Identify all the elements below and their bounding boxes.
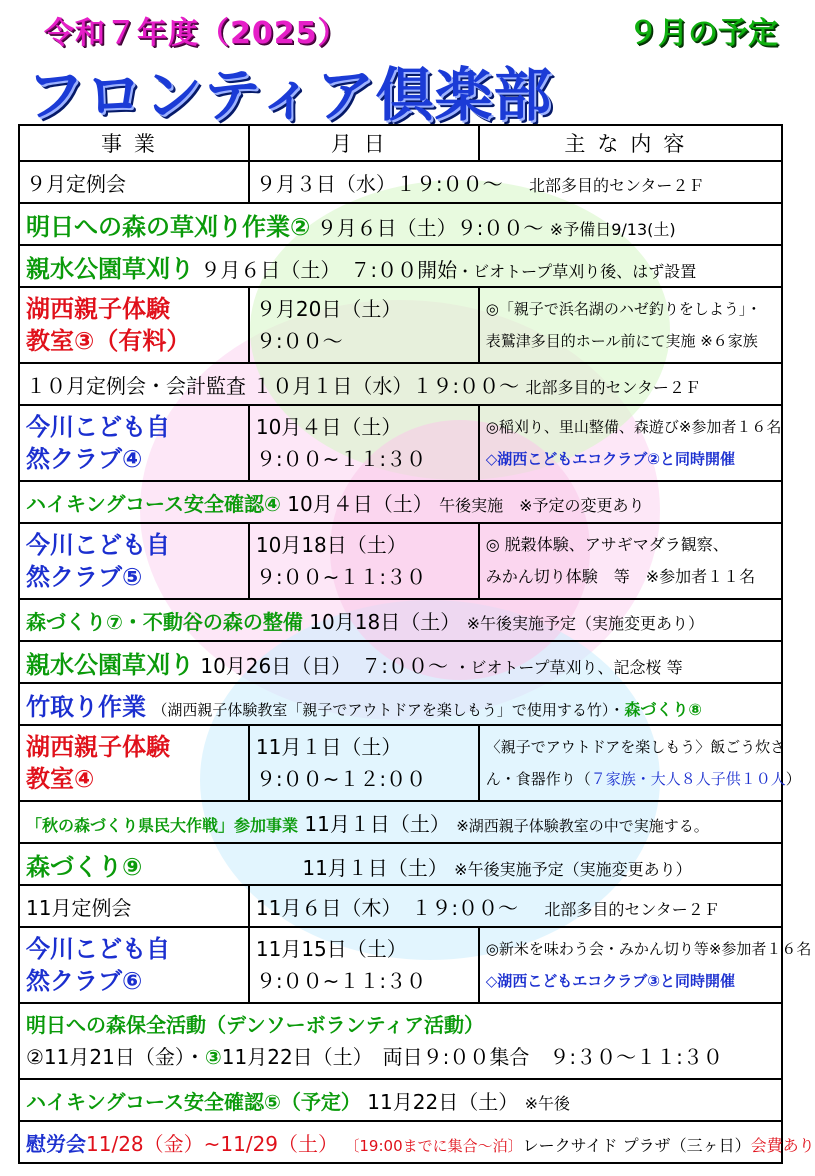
event-detail: ・ビオトープ草刈り、記念桜 等	[454, 657, 683, 677]
event-detail-tail: 森づくり⑧	[624, 699, 702, 719]
event-cell	[19, 523, 249, 599]
event-dates	[26, 1041, 775, 1073]
table-row	[19, 725, 782, 801]
merged-cell	[19, 1121, 815, 1163]
event-name-line1: 今川こども自	[26, 413, 170, 441]
page-header	[0, 0, 800, 129]
event-cell	[19, 725, 249, 801]
table-row	[19, 683, 782, 725]
event-name: １０月定例会・会計監査	[26, 373, 246, 398]
merged-cell	[19, 801, 782, 843]
column-header-event: 事業	[19, 125, 249, 161]
event-date: １０月１日（水）１９:００～	[252, 373, 520, 398]
event-name: 慰労会	[26, 1131, 86, 1156]
event-cell	[19, 885, 249, 927]
event-time: ９:００~１２:００	[255, 767, 427, 791]
event-detail: ※午後	[524, 1093, 570, 1113]
event-date: 11月１日（土）	[304, 811, 450, 836]
event-detail: ※湖西親子体験教室の中で実施する。	[456, 816, 709, 835]
event-name-line1: 湖西親子体験	[26, 733, 170, 761]
event-date: 10月18日（土）	[309, 609, 461, 634]
event-date: 10月４日（土）	[287, 491, 433, 516]
table-row	[19, 203, 782, 245]
event-time: ９:００～	[255, 329, 343, 353]
detail-highlight: ７家族・大人８人子供１０人	[590, 770, 786, 788]
detail-text: ん・食器作り（	[485, 770, 591, 788]
detail-line1: ◎稲刈り、里山整備、森遊び※参加者１６名	[485, 418, 782, 436]
detail-line2: ◇湖西こどもエコクラブ③と同時開催	[485, 972, 735, 990]
date-cell	[249, 725, 479, 801]
event-date: 11/28（金）~11/29（土）	[86, 1131, 339, 1156]
event-time: ９:００~１１:３０	[255, 565, 427, 589]
event-detail: ※予備日9/13(土)	[549, 219, 676, 239]
event-name-line2: 然クラブ④	[26, 445, 143, 473]
column-header-date: 月日	[249, 125, 479, 161]
event-detail: 〔19:00までに集合～泊〕	[344, 1136, 523, 1155]
detail-line2: みかん切り体験 等 ※参加者１１名	[485, 567, 756, 586]
merged-cell	[19, 1003, 782, 1079]
table-row	[19, 599, 782, 641]
event-name: 竹取り作業	[26, 692, 146, 721]
detail-cell	[479, 287, 782, 363]
detail-line1: ◎新米を味わう会・みかん切り等※参加者１６名	[485, 940, 812, 958]
table-row	[19, 161, 782, 203]
event-date: ９月６日（土）９:００～	[316, 215, 544, 240]
event-date: ９月20日（土）	[255, 297, 402, 321]
merged-cell	[19, 363, 782, 405]
month-title: ９月の予定	[628, 16, 778, 51]
detail-line2: ◇湖西こどもエコクラブ②と同時開催	[485, 450, 735, 468]
detail-cell	[479, 927, 812, 1003]
event-time: ９:００~１１:３０	[255, 969, 427, 993]
event-cell	[19, 927, 249, 1003]
event-date: 11月１日（土）	[255, 735, 402, 759]
date-detail-cell	[249, 885, 782, 927]
event-date: 11月１日（土）	[302, 855, 448, 880]
detail-cell	[479, 725, 801, 801]
detail-line2: 表鷲津多目的ホール前にて実施 ※６家族	[485, 332, 758, 350]
event-name: 明日への森の草刈り作業②	[26, 212, 311, 241]
event-name: ハイキングコース安全確認④	[26, 491, 281, 516]
table-row	[19, 885, 782, 927]
detail-cell	[479, 405, 782, 481]
merged-cell	[19, 843, 782, 885]
table-row	[19, 481, 782, 523]
event-date: 11月15日（土）	[255, 937, 407, 961]
event-name-line2: 教室③（有料）	[26, 327, 191, 355]
detail-cell	[479, 523, 782, 599]
detail-line1: ◎「親子で浜名湖のハゼ釣りをしよう」・	[485, 300, 762, 318]
table-row	[19, 641, 782, 683]
table-row	[19, 1003, 782, 1079]
event-date: ②11月21日（金）・	[26, 1045, 205, 1069]
column-header-detail: 主な内容	[479, 125, 782, 161]
event-cell	[19, 161, 249, 203]
merged-cell	[19, 245, 782, 287]
detail-line2	[485, 763, 801, 795]
event-detail: ・ビオトープ草刈り後、はず設置	[457, 261, 697, 281]
table-row	[19, 245, 782, 287]
event-name-line1: 湖西親子体験	[26, 295, 170, 323]
detail-line1: ◎ 脱穀体験、アサギマダラ観察、	[485, 535, 729, 554]
event-marker: ③	[204, 1045, 222, 1069]
schedule-table	[18, 124, 815, 1164]
table-row	[19, 363, 782, 405]
event-detail: 午後実施 ※予定の変更あり	[439, 495, 645, 515]
event-date: 11月６日（木） １９:００～	[255, 895, 519, 920]
table-row	[19, 523, 782, 599]
date-detail-cell	[249, 161, 782, 203]
date-cell	[249, 523, 479, 599]
event-name-line1: 今川こども自	[26, 531, 170, 559]
club-name-title: フロンティア倶楽部	[26, 61, 553, 129]
event-date: 10月18日（土）	[255, 533, 407, 557]
event-name-line2: 教室④	[26, 765, 95, 793]
event-name-line1: 今川こども自	[26, 935, 170, 963]
event-date: ９月３日（水）１９:００～	[255, 171, 503, 196]
event-name-line2: 然クラブ⑤	[26, 563, 143, 591]
table-row	[19, 927, 782, 1003]
table-row	[19, 843, 782, 885]
event-detail: 北部多目的センター２Ｆ	[544, 899, 720, 919]
event-detail: 北部多目的センター２Ｆ	[525, 377, 701, 397]
table-row	[19, 801, 782, 843]
event-name: ハイキングコース安全確認⑤（予定）	[26, 1089, 361, 1114]
merged-cell	[19, 683, 782, 725]
date-cell	[249, 927, 479, 1003]
event-detail: ※午後実施予定（実施変更あり）	[466, 613, 704, 633]
event-date: 10月26日（日） ７:００～	[200, 653, 448, 678]
event-time: ９:００~１１:３０	[255, 447, 427, 471]
event-name: 11月定例会	[26, 895, 132, 920]
detail-line1: 〈親子でアウトドアを楽しもう〉飯ごう炊さ	[485, 738, 786, 756]
event-detail: 北部多目的センター２Ｆ	[528, 175, 705, 195]
merged-cell	[19, 641, 782, 683]
event-name: 親水公園草刈り	[26, 254, 194, 283]
merged-cell	[19, 1079, 782, 1121]
date-cell	[249, 405, 479, 481]
event-name-line2: 然クラブ⑥	[26, 967, 143, 995]
merged-cell	[19, 481, 782, 523]
event-name: ９月定例会	[26, 171, 126, 196]
event-name: 「秋の森づくり県民大作戦」参加事業	[26, 815, 299, 835]
table-row	[19, 405, 782, 481]
event-date: 11月22日（土）	[367, 1089, 519, 1114]
event-detail: （湖西親子体験教室「親子でアウトドアを楽しもう」で使用する竹）・	[152, 700, 625, 719]
event-venue: レークサイド プラザ（三ヶ日）	[522, 1135, 751, 1155]
table-header-row	[19, 125, 782, 161]
fiscal-year-title: 令和７年度（2025）	[44, 16, 349, 51]
date-cell	[249, 287, 479, 363]
event-date: 11月22日（土） 両日９:００集合 ９:３０～１１:３０	[221, 1045, 723, 1069]
event-fee: 会費あり	[750, 1135, 815, 1155]
event-date: 10月４日（土）	[255, 415, 402, 439]
event-cell	[19, 287, 249, 363]
event-name: 親水公園草刈り	[26, 650, 194, 679]
event-cell	[19, 405, 249, 481]
table-row	[19, 1079, 782, 1121]
detail-text: ）	[785, 770, 801, 788]
event-date: ９月６日（土） ７:００開始	[200, 257, 458, 282]
merged-cell	[19, 203, 782, 245]
table-row	[19, 1121, 782, 1163]
merged-cell	[19, 599, 782, 641]
event-name: 森づくり⑨	[26, 852, 143, 881]
table-row	[19, 287, 782, 363]
event-name: 明日への森保全活動（デンソーボランティア活動）	[26, 1013, 484, 1037]
event-name: 森づくり⑦・不動谷の森の整備	[26, 609, 303, 634]
event-detail: ※午後実施予定（実施変更あり）	[454, 859, 692, 879]
